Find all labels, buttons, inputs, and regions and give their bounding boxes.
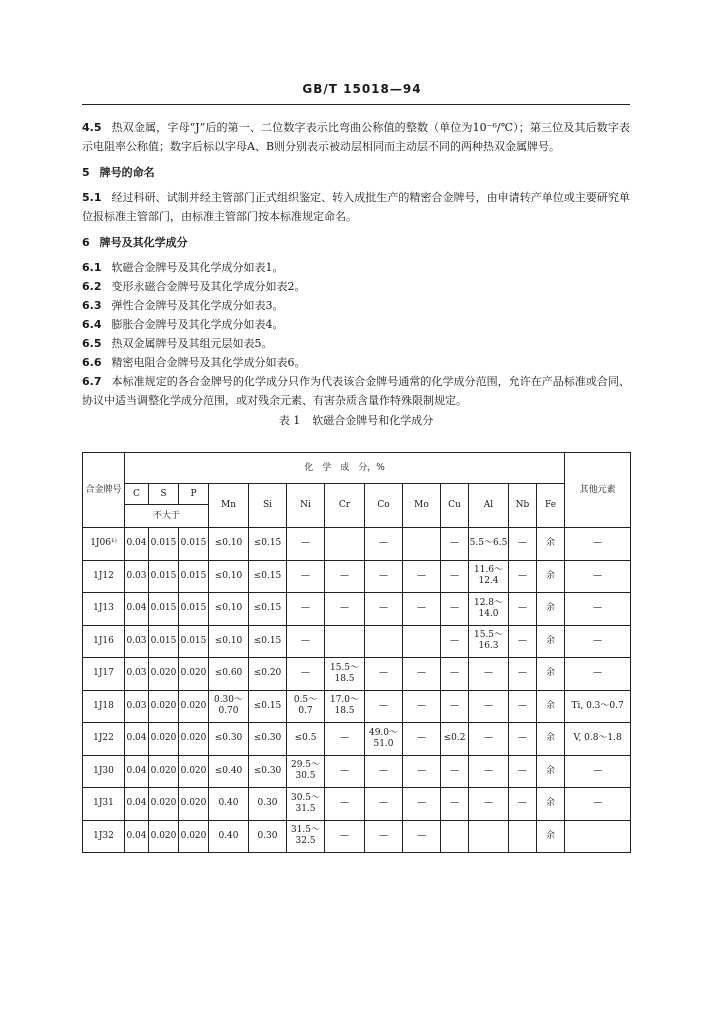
table-cell: 0.04 [125,528,149,561]
table-cell: — [509,528,537,561]
table-cell: — [365,560,403,593]
element-header: Cu [441,484,469,528]
table-cell: — [287,658,325,691]
table-cell: Ti, 0.3～0.7 [565,690,631,723]
table-cell: ≤0.2 [441,723,469,756]
table-cell: — [441,625,469,658]
document-body [82,118,630,430]
table-cell: ≤0.15 [249,528,287,561]
alloy-grade-cell: 1J31 [83,788,125,821]
table-cell: — [441,528,469,561]
clause-6-1: 6.1 软磁合金牌号及其化学成分如表1。 [82,261,284,274]
table-cell: 0.020 [179,658,209,691]
table-cell: — [365,658,403,691]
table-cell: 0.020 [149,690,179,723]
clause-6-5: 6.5 热双金属牌号及其组元层如表5。 [82,337,273,350]
table-cell: 0.015 [179,625,209,658]
table-cell: ≤0.15 [249,690,287,723]
clause-6-2: 6.2 变形永磁合金牌号及其化学成分如表2。 [82,280,306,293]
table-cell: — [403,788,441,821]
table-cell: — [469,788,509,821]
table-cell [565,820,631,853]
element-header: C [125,484,149,505]
table-cell: — [287,625,325,658]
table-cell: 余 [537,593,565,626]
table-cell: 0.020 [179,820,209,853]
table-cell: — [403,690,441,723]
table-cell: 余 [537,820,565,853]
table-cell: 0.04 [125,723,149,756]
table-cell: — [565,658,631,691]
table-cell: — [469,755,509,788]
table-cell: 30.5～31.5 [287,788,325,821]
table-cell: 5.5～6.5 [469,528,509,561]
table-cell: ≤0.20 [249,658,287,691]
table-cell: 余 [537,755,565,788]
element-header: Ni [287,484,325,528]
table-cell: — [287,560,325,593]
element-header: S [149,484,179,505]
table-cell: — [509,690,537,723]
header-rule [82,104,630,105]
table-cell: — [565,528,631,561]
table-cell: 29.5～30.5 [287,755,325,788]
table-cell: — [469,723,509,756]
table-cell: — [509,723,537,756]
table-cell: ≤0.5 [287,723,325,756]
element-header: P [179,484,209,505]
table-cell: 0.04 [125,593,149,626]
table-cell: — [469,658,509,691]
table-cell: — [441,755,469,788]
table-cell: 0.015 [179,560,209,593]
table-cell: 0.020 [149,788,179,821]
table-row [83,788,631,821]
document-header: GB/T 15018—94 [302,82,422,96]
table-row [83,723,631,756]
clause-6-4: 6.4 膨胀合金牌号及其化学成分如表4。 [82,318,284,331]
table-cell: — [365,593,403,626]
section-6-heading: 6 牌号及其化学成分 [82,236,188,249]
table-cell: — [365,690,403,723]
table-cell: — [565,788,631,821]
table-cell: — [441,593,469,626]
alloy-grade-header: 合金牌号 [83,453,125,528]
table-cell: — [403,593,441,626]
table-cell: 0.020 [149,755,179,788]
table-cell: ≤0.30 [249,723,287,756]
table-cell: ≤0.15 [249,625,287,658]
table-cell: 0.020 [179,788,209,821]
table-cell [325,625,365,658]
clause-6-7: 6.7 本标准规定的各合金牌号的化学成分只作为代表该合金牌号通常的化学成分范围，允许在产品标准或合同、协议中适当调整化学成分范围，或对残余元素、有害杂质含量作特殊限制规定。 [82,375,630,407]
table-cell: 0.020 [149,658,179,691]
table-row [83,690,631,723]
table-cell: ≤0.30 [209,723,249,756]
table-cell: — [509,755,537,788]
table-cell: 0.03 [125,690,149,723]
table-cell: — [365,788,403,821]
table-cell: 0.015 [149,625,179,658]
clause-6-6: 6.6 精密电阻合金牌号及其化学成分如表6。 [82,356,306,369]
table-cell: ≤0.60 [209,658,249,691]
section-5-heading: 5 牌号的命名 [82,166,155,179]
table-cell: — [325,788,365,821]
table-row [83,625,631,658]
table-cell: — [565,625,631,658]
table-row [83,658,631,691]
chemical-composition-header: 化 学 成 分，% [125,453,565,484]
table-cell: 0.020 [149,723,179,756]
table-cell: — [565,593,631,626]
clause-5-1: 5.1 经过科研、试制并经主管部门正式组织鉴定、转入成批生产的精密合金牌号，由申请转产单位或主要研究单位报标准主管部门，由标准主管部门按本标准规定命名。 [82,191,630,223]
table-cell: — [441,690,469,723]
table-cell: 31.5～32.5 [287,820,325,853]
table-cell: ≤0.40 [209,755,249,788]
table-cell: 余 [537,528,565,561]
table-cell: 0.40 [209,820,249,853]
table-cell [403,625,441,658]
table-cell: 余 [537,560,565,593]
clause-4-5: 4.5 热双金属，字母“J”后的第一、二位数字表示比弯曲公称值的整数（单位为10⁻⁶/℃）；第三位及其后数字表示电阻率公称值；数字后标以字母A、B则分别表示被动层相同而主动层不同的两种热双金属牌号。 [82,121,630,153]
table-cell: ≤0.10 [209,560,249,593]
table-cell: — [509,625,537,658]
alloy-grade-cell: 1J18 [83,690,125,723]
table-cell: 11.6～12.4 [469,560,509,593]
table-cell: 49.0～51.0 [365,723,403,756]
element-header: Cr [325,484,365,528]
element-header: Fe [537,484,565,528]
table-cell: 0.30 [249,788,287,821]
table-cell: 0.30～0.70 [209,690,249,723]
table-cell [509,820,537,853]
table-cell: 0.015 [149,528,179,561]
table-cell: 余 [537,723,565,756]
alloy-grade-cell: 1J17 [83,658,125,691]
table-cell: 15.5～18.5 [325,658,365,691]
table-row [83,593,631,626]
table-cell [365,625,403,658]
table-cell: — [325,723,365,756]
element-header: Al [469,484,509,528]
table-cell: ≤0.15 [249,560,287,593]
table-cell: 0.015 [179,593,209,626]
table-row [83,755,631,788]
table-cell: — [509,560,537,593]
table-cell: — [403,560,441,593]
table-cell: 余 [537,625,565,658]
alloy-grade-cell: 1J06¹⁾ [83,528,125,561]
table-cell: — [325,755,365,788]
table-cell: 12.8～14.0 [469,593,509,626]
table-cell: 0.020 [179,755,209,788]
table-cell: 余 [537,690,565,723]
table-cell: — [509,593,537,626]
table-cell: 0.015 [149,593,179,626]
table-1 [82,452,631,853]
alloy-grade-cell: 1J16 [83,625,125,658]
table-cell: 0.015 [149,560,179,593]
table-cell: 余 [537,658,565,691]
table-cell: ≤0.10 [209,593,249,626]
table-cell: — [287,528,325,561]
table-cell: 0.03 [125,560,149,593]
table-cell [469,820,509,853]
table-cell: 0.30 [249,820,287,853]
table-cell: 0.020 [179,690,209,723]
table-cell: — [403,820,441,853]
table-cell: — [403,755,441,788]
table-cell: 0.015 [179,528,209,561]
alloy-grade-cell: 1J13 [83,593,125,626]
table-cell: 0.04 [125,820,149,853]
alloy-grade-cell: 1J30 [83,755,125,788]
table-cell [441,820,469,853]
alloy-grade-cell: 1J12 [83,560,125,593]
element-header: Mo [403,484,441,528]
table-cell: 0.04 [125,788,149,821]
table-cell: — [565,560,631,593]
table-cell: — [365,820,403,853]
table-cell: — [509,788,537,821]
table-cell: — [403,723,441,756]
table-cell: 15.5～16.3 [469,625,509,658]
table-cell: 0.03 [125,658,149,691]
table-row [83,528,631,561]
table-cell: — [441,788,469,821]
table-cell [403,528,441,561]
table-cell: 0.5～0.7 [287,690,325,723]
table-cell: — [287,593,325,626]
table-cell: ≤0.30 [249,755,287,788]
not-more-than-header: 不大于 [125,505,209,528]
table-cell: — [469,690,509,723]
table-cell: — [441,658,469,691]
table-cell: ≤0.10 [209,528,249,561]
other-elements-header: 其他元素 [565,453,631,528]
alloy-grade-cell: 1J22 [83,723,125,756]
table-cell: — [365,755,403,788]
table-cell: 0.04 [125,755,149,788]
table-cell: — [325,560,365,593]
table-cell: — [325,593,365,626]
table-cell: 0.020 [179,723,209,756]
table-row [83,820,631,853]
table-cell: — [403,658,441,691]
table-row [83,560,631,593]
element-header: Si [249,484,287,528]
table-cell: — [365,528,403,561]
table-1-caption: 表 1 软磁合金牌号和化学成分 [278,414,434,427]
table-cell: — [509,658,537,691]
element-header: Mn [209,484,249,528]
clause-6-3: 6.3 弹性合金牌号及其化学成分如表3。 [82,299,284,312]
table-cell: 0.020 [149,820,179,853]
table-cell: 0.03 [125,625,149,658]
table-cell: — [441,560,469,593]
table-cell: — [565,755,631,788]
table-cell: — [325,820,365,853]
element-header: Co [365,484,403,528]
element-header: Nb [509,484,537,528]
table-cell: V, 0.8～1.8 [565,723,631,756]
table-cell: ≤0.15 [249,593,287,626]
table-cell: 0.40 [209,788,249,821]
table-cell: ≤0.10 [209,625,249,658]
table-cell: 17.0～18.5 [325,690,365,723]
table-cell: 余 [537,788,565,821]
table-cell [325,528,365,561]
alloy-grade-cell: 1J32 [83,820,125,853]
